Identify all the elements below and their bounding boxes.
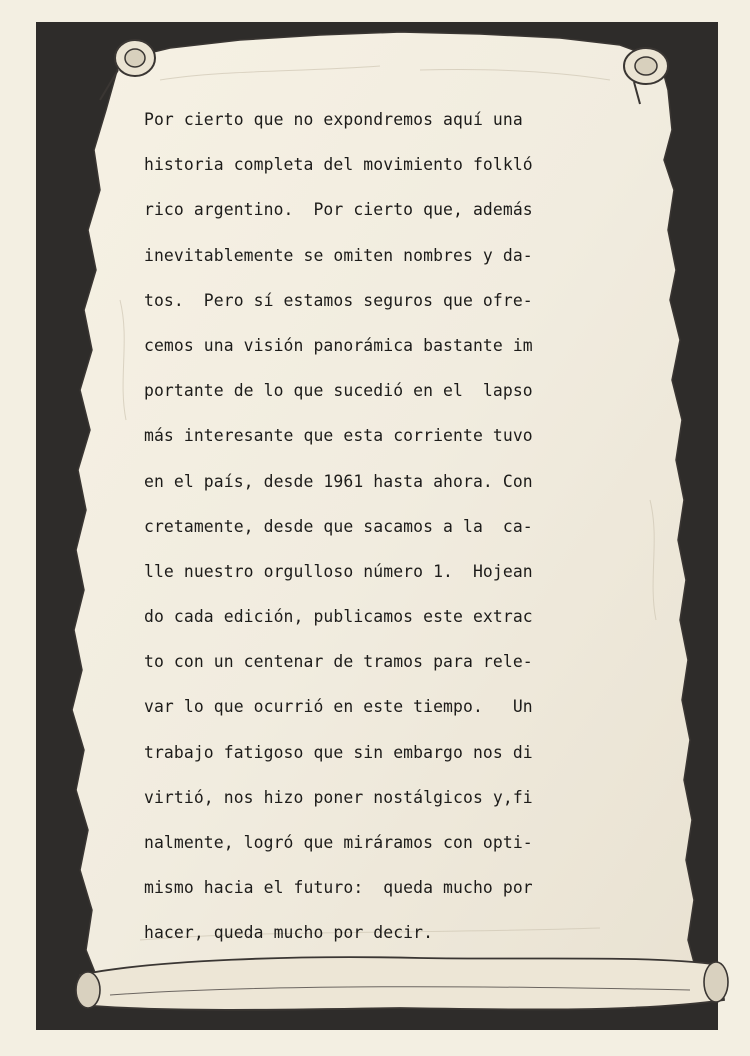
text-line-11: lle nuestro orgulloso número 1. Hojean — [144, 561, 533, 581]
text-line-14: var lo que ocurrió en este tiempo. Un — [144, 697, 533, 717]
text-line-10: cretamente, desde que sacamos a la ca- — [144, 516, 533, 536]
text-line-16: virtió, nos hizo poner nostálgicos y,fi — [144, 787, 533, 807]
text-line-3: rico argentino. Por cierto que, además — [144, 200, 533, 220]
text-line-5: tos. Pero sí estamos seguros que ofre- — [144, 290, 533, 310]
text-line-19: hacer, queda mucho por decir. — [144, 923, 434, 943]
text-line-2: historia completa del movimiento folkló — [144, 155, 533, 175]
text-line-12: do cada edición, publicamos este extrac — [144, 607, 533, 627]
text-line-15: trabajo fatigoso que sin embargo nos di — [144, 742, 533, 762]
text-line-18: mismo hacia el futuro: queda mucho por — [144, 878, 533, 898]
body-text — [144, 103, 624, 962]
text-line-4: inevitablemente se omiten nombres y da- — [144, 245, 533, 265]
text-line-13: to con un centenar de tramos para rele- — [144, 652, 533, 672]
text-line-8: más interesante que esta corriente tuvo — [144, 426, 533, 446]
text-line-9: en el país, desde 1961 hasta ahora. Con — [144, 471, 533, 491]
bottom-roll — [76, 957, 728, 1010]
text-line-1: Por cierto que no expondremos aquí una — [144, 110, 523, 129]
text-line-7: portante de lo que sucedió en el lapso — [144, 381, 533, 401]
text-line-17: nalmente, logró que miráramos con opti- — [144, 833, 533, 852]
text-line-6: cemos una visión panorámica bastante im — [144, 335, 533, 355]
